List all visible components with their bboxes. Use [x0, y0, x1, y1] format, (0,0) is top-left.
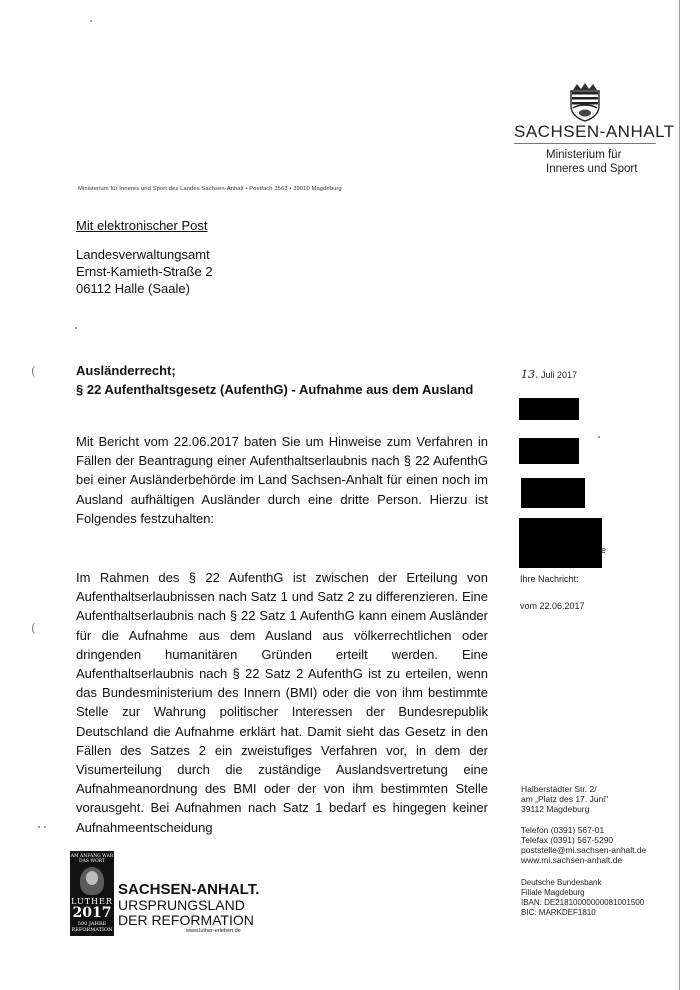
reformation-slogan [118, 882, 259, 929]
scan-dot [38, 826, 40, 828]
ihre-nachricht-date: vom 22.06.2017 [520, 601, 585, 611]
contact-email: poststelle@mi.sachsen-anhalt.de [521, 845, 647, 855]
brand-divider [514, 143, 656, 144]
luther-2017-logo [70, 851, 114, 936]
recipient-line-2: Ernst-Kamieth-Straße 2 [76, 264, 213, 279]
slogan-line-3: DER REFORMATION [118, 912, 254, 928]
contact-phone: Telefon (0391) 567-01 [521, 825, 605, 835]
recipient-address [76, 246, 213, 297]
contact-block [521, 784, 646, 865]
redaction-block [519, 398, 579, 420]
recipient-line-3: 06112 Halle (Saale) [76, 281, 190, 296]
scan-dot [75, 327, 77, 329]
subject-line-2: § 22 Aufenthaltsgesetz (AufenthG) - Aufnahme aus dem Ausland [76, 382, 474, 397]
luther-url: www.luther-erleben.de [186, 928, 241, 934]
contact-web: www.mi.sachsen-anhalt.de [521, 855, 623, 865]
contact-street: Halberstädter Str. 2/ [521, 784, 597, 794]
logo-bottom-text: 500 JAHRE REFORMATION [71, 921, 113, 933]
date-month-year: Juli 2017 [541, 370, 578, 380]
date-day: 13. [521, 368, 539, 381]
bank-branch: Filiale Magdeburg [521, 888, 585, 897]
body-paragraph-1: Mit Bericht vom 22.06.2017 baten Sie um Hinweise zum Verfahren in Fällen der Beantragung einer Aufenthaltserlaubnis nach § 22 AufenthG bei einer Ausländerbehörde im Land Sachsen-Anhalt für einen noch im Ausland aufhältigen Ausländer durch eine dritte Person. Hierzu ist Folgendes festzuhalten: [76, 434, 488, 526]
body-paragraph-2: Im Rahmen des § 22 AufenthG ist zwischen der Erteilung von Aufenthaltserlaubnissen nach Satz 1 und Satz 2 zu differenzieren. Eine Aufenthaltserlaubnis nach § 22 Satz 1 AufenthG kann einem Ausländer für die Aufnahme aus dem Ausland aus völkerrechtlichen oder dringenden humanitären Gründen erteilt werden. Eine Aufenthaltserlaubnis nach § 22 Satz 2 AufenthG ist zu erteilen, wenn das Bundesministerium des Innern (BMI) oder die von ihm bestimmte Stelle zur Wahrung politischer Interessen der Bundesrepublik Deutschland die Aufnahme erklärt hat. Damit sieht das Gesetz in den Fällen des Satzes 2 ein zweistufiges Verfahren vor, in dem der Visumerteilung durch die zuständige Auslandsvertretung eine Aufnahmeanordnung des BMI oder der von ihm bestimmten Stelle vorausgeht. Bei Aufnahmen nach Satz 1 bedarf es hingegen keiner Aufnahmeentscheidung [76, 570, 488, 835]
contact-fax: Telefax (0391) 567-5290 [521, 835, 614, 845]
ministry-line-1: Ministerium für [546, 149, 622, 161]
redaction-block [519, 518, 602, 568]
redaction-block [519, 438, 579, 464]
luther-portrait-icon [80, 867, 104, 895]
ministry-line-2: Inneres und Sport [546, 163, 638, 175]
letter-date [521, 368, 577, 381]
scan-dot [44, 826, 46, 828]
sender-line: Ministerium für Inneres und Sport des Landes Sachsen-Anhalt • Postfach 3563 • 39010 Magdeburg [78, 186, 342, 192]
coat-of-arms-icon [567, 82, 603, 122]
logo-luther: LUTHER [71, 897, 113, 906]
bank-iban: IBAN: DE21810000000081001500 [521, 898, 645, 907]
logo-year: 2017 [72, 905, 112, 921]
bank-name: Deutsche Bundesbank [521, 878, 602, 887]
subject-line-1: Ausländerrecht; [76, 363, 176, 378]
slogan-line-1: SACHSEN-ANHALT. [118, 881, 260, 898]
contact-place: am „Platz des 17. Juni" [521, 794, 609, 804]
bank-block [521, 878, 644, 918]
ihre-nachricht-label: Ihre Nachricht: [520, 574, 579, 584]
logo-top-text: AM ANFANG WAR DAS WORT [70, 854, 114, 864]
contact-city: 39112 Magdeburg [521, 804, 590, 814]
ministry-name [546, 148, 637, 176]
scan-dot [598, 436, 600, 438]
brand-name: SACHSEN-ANHALT [514, 122, 675, 141]
redaction-block [521, 478, 585, 508]
delivery-note: Mit elektronischer Post [76, 218, 208, 233]
page-edge-line [679, 0, 680, 990]
redaction-tail: e [601, 545, 607, 555]
scan-mark: ( [31, 621, 36, 635]
bank-bic: BIC: MARKDEF1810 [521, 908, 596, 917]
subject [76, 361, 473, 399]
scan-dot [90, 20, 92, 22]
scan-mark: ( [31, 364, 36, 378]
recipient-line-1: Landesverwaltungsamt [76, 247, 210, 262]
slogan-line-2: URSPRUNGSLAND [118, 896, 245, 913]
